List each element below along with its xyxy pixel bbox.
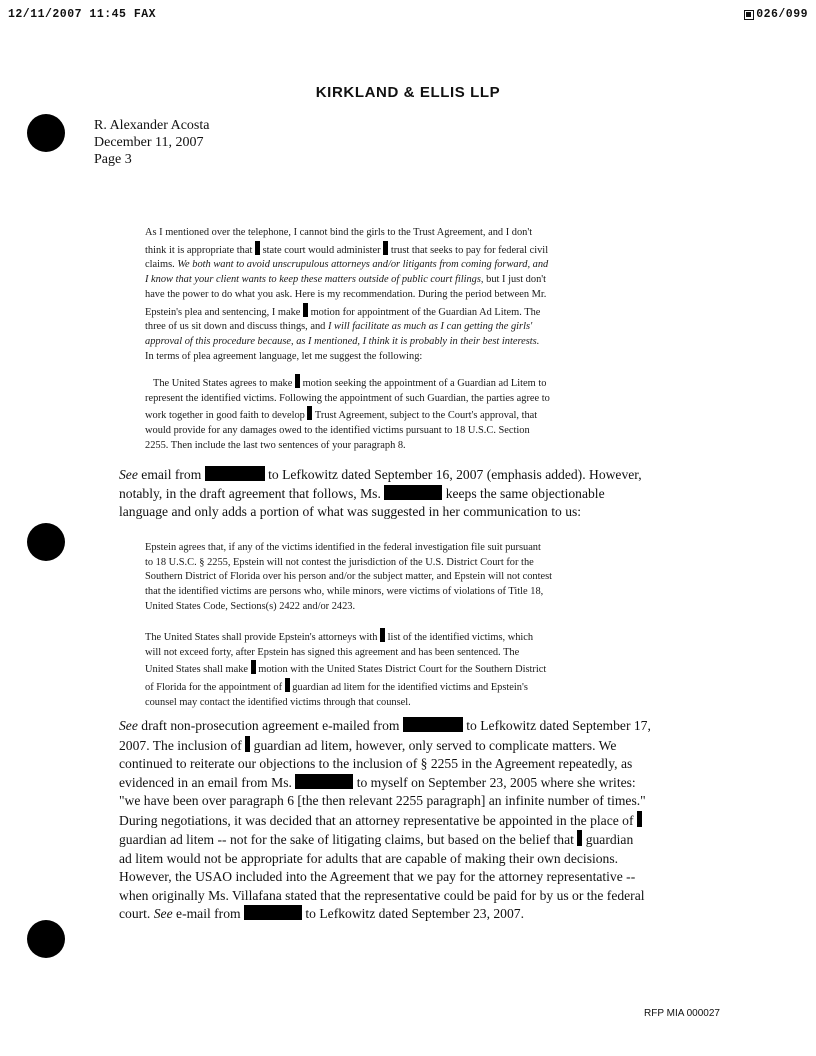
block-quote-2 <box>145 374 671 454</box>
page-number: Page 3 <box>94 152 132 167</box>
body-line: ad litem would not be appropriate for adults that are capable of making their own decisions. <box>119 850 619 866</box>
quote-line: would provide for any damages owed to the identified victims pursuant to 18 U.S.C. Section <box>145 425 530 437</box>
quote-line: 2255. Then include the last two sentences of your paragraph 8. <box>145 439 406 451</box>
redaction-box <box>244 905 302 920</box>
body-paragraph-1 <box>119 466 721 522</box>
punch-hole-bottom <box>27 920 65 958</box>
redaction-bar <box>380 628 385 642</box>
quote-line: three of us sit down and discuss things, and I will facilitate as much as I can getting the girls' <box>145 321 533 333</box>
redaction-bar <box>307 406 312 420</box>
redaction-box <box>384 485 442 500</box>
punch-hole-middle <box>27 523 65 561</box>
quote-line: have the power to do what you ask. Here is my recommendation. During the period between Mr. <box>145 288 547 300</box>
body-line: See email from to Lefkowitz dated September 16, 2007 (emphasis added). However, <box>119 467 642 482</box>
redaction-bar <box>255 241 260 255</box>
fax-timestamp: 12/11/2007 11:45 FAX <box>8 8 157 21</box>
redaction-bar <box>383 241 388 255</box>
redaction-bar <box>303 303 308 317</box>
quote-line: claims. We both want to avoid unscrupulous attorneys and/or litigants from coming forward, and <box>145 259 549 271</box>
body-line: During negotiations, it was decided that an attorney representative be appointed in the place of <box>119 811 721 831</box>
quote-line: United States Code, Sections(s) 2422 and/or 2423. <box>145 600 356 612</box>
body-line: notably, in the draft agreement that follows, Ms. keeps the same objectionable <box>119 485 605 501</box>
body-line: court. See e-mail from to Lefkowitz dated September 23, 2007. <box>119 906 524 921</box>
fax-header <box>8 8 808 26</box>
redaction-box <box>205 466 265 481</box>
redaction-bar <box>251 660 256 674</box>
body-line: when originally Ms. Villafana stated that the representative could be paid for by us or the federal <box>119 887 645 903</box>
quote-line: I know that your client wants to keep these matters outside of public court filings, but I just don't <box>145 274 547 286</box>
quote-line: Southern District of Florida over his person and/or the subject matter, and Epstein will not contest <box>145 571 553 583</box>
redaction-bar <box>295 374 300 388</box>
block-quote-1 <box>145 226 671 364</box>
redaction-box <box>403 717 463 732</box>
quote-line: work together in good faith to develop Trust Agreement, subject to the Court's approval, that <box>145 406 671 424</box>
quote-line: think it is appropriate that state court would administer trust that seeks to pay for federal civil <box>145 241 671 259</box>
quote-line: United States shall make motion with the United States District Court for the Southern District <box>145 660 671 678</box>
quote-line: represent the identified victims. Following the appointment of such Guardian, the parties agree to <box>145 392 550 404</box>
letter-header <box>94 117 209 168</box>
quote-line: approval of this procedure because, as I mentioned, I think it is probably in their best interests. <box>145 335 540 347</box>
quote-line: to 18 U.S.C. § 2255, Epstein will not contest the jurisdiction of the U.S. District Court for the <box>145 556 534 568</box>
quote-line: The United States shall provide Epstein's attorneys with list of the identified victims, which <box>145 628 671 646</box>
body-line: continued to reiterate our objections to the inclusion of § 2255 in the Agreement repeatedly, as <box>119 756 633 771</box>
body-line: However, the USAO included into the Agreement that we pay for the attorney representative -- <box>119 869 636 884</box>
quote-line: As I mentioned over the telephone, I cannot bind the girls to the Trust Agreement, and I don't <box>145 227 533 238</box>
quote-line: counsel may contact the identified victims through that counsel. <box>145 696 411 708</box>
body-line: 2007. The inclusion of guardian ad litem, however, only served to complicate matters. We <box>119 737 617 753</box>
quote-line: In terms of plea agreement language, let me suggest the following: <box>145 350 423 362</box>
quote-line: that the identified victims are persons who, while minors, were victims of violations of Title 18, <box>145 586 544 598</box>
redaction-box <box>295 774 353 789</box>
fax-page-count-group <box>744 8 808 21</box>
letter-date: December 11, 2007 <box>94 135 204 150</box>
body-paragraph-2 <box>119 717 721 924</box>
redaction-bar <box>285 678 290 692</box>
body-line: See draft non-prosecution agreement e-mailed from to Lefkowitz dated September 17, <box>119 718 651 733</box>
block-quote-4 <box>145 628 671 711</box>
quote-line: Epstein agrees that, if any of the victims identified in the federal investigation file suit pursuant <box>145 542 541 553</box>
bates-number: RFP MIA 000027 <box>644 1008 720 1019</box>
recipient-name: R. Alexander Acosta <box>94 118 210 133</box>
firm-name: KIRKLAND & ELLIS LLP <box>315 84 501 101</box>
redaction-bar <box>245 736 250 752</box>
fax-page-count: 026/099 <box>756 8 808 21</box>
fax-page-icon <box>744 10 754 20</box>
redaction-bar <box>577 830 582 846</box>
redaction-bar <box>637 811 642 827</box>
quote-line: of Florida for the appointment of guardian ad litem for the identified victims and Epstein's <box>145 678 671 696</box>
quote-line: The United States agrees to make motion seeking the appointment of a Guardian ad Litem to <box>145 374 671 392</box>
body-line: evidenced in an email from Ms. to myself on September 23, 2005 where she writes: <box>119 774 636 790</box>
block-quote-3 <box>145 541 671 615</box>
body-line: "we have been over paragraph 6 [the then relevant 2255 paragraph] an infinite number of times." <box>119 793 646 808</box>
body-line: guardian ad litem -- not for the sake of litigating claims, but based on the belief that guardian <box>119 832 634 847</box>
punch-hole-top <box>27 114 65 152</box>
body-line: language and only adds a portion of what was suggested in her communication to us: <box>119 504 582 519</box>
quote-line: Epstein's plea and sentencing, I make motion for appointment of the Guardian Ad Litem. The <box>145 303 671 321</box>
quote-line: will not exceed forty, after Epstein has signed this agreement and has been sentenced. The <box>145 646 520 658</box>
